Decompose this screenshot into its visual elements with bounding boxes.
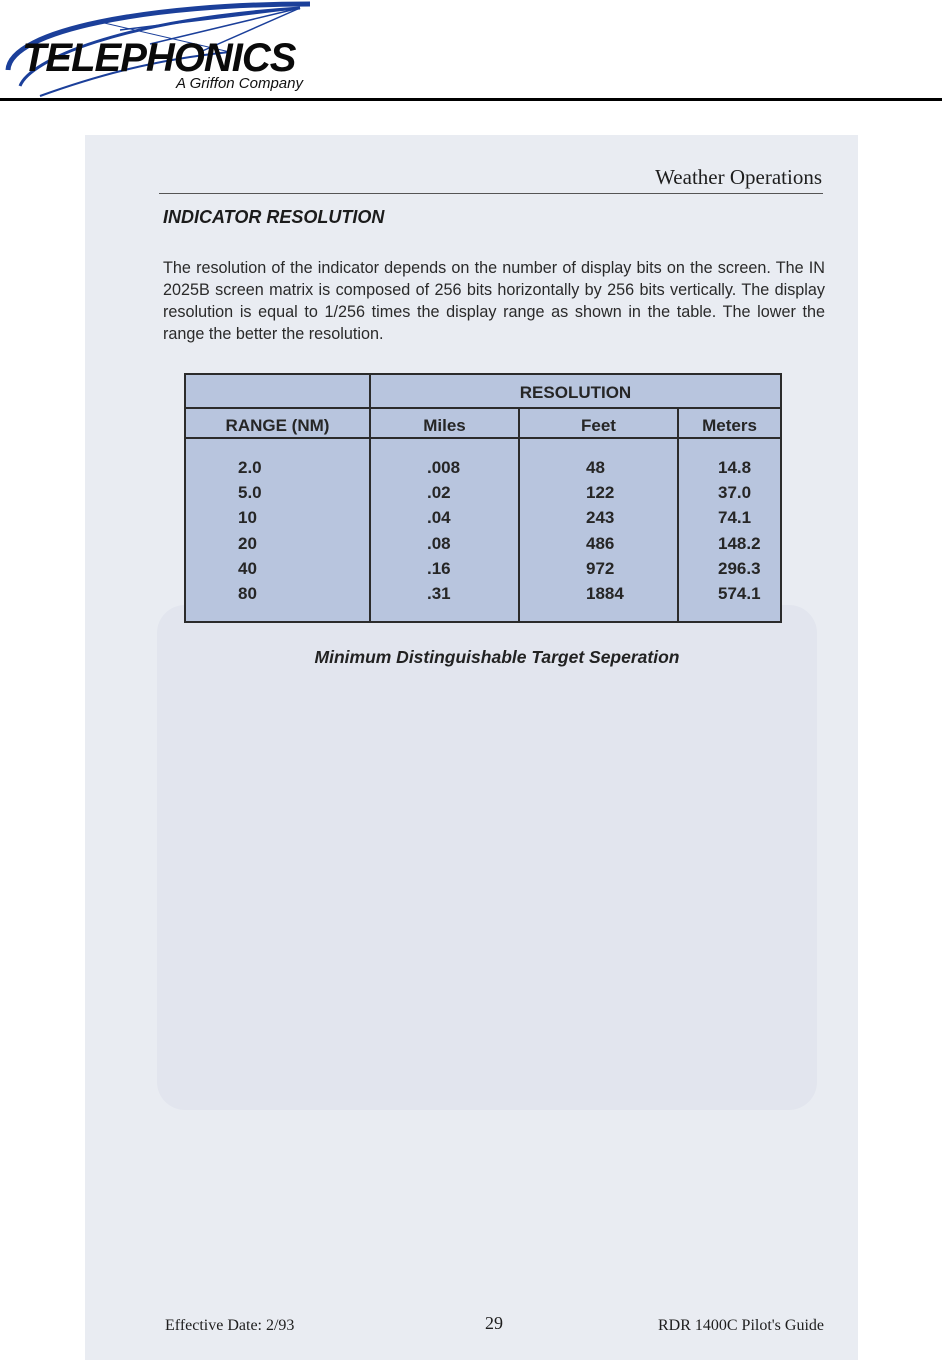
table-cell: 148.2	[718, 533, 761, 553]
meters-column	[718, 455, 761, 606]
footer-effective-date: Effective Date: 2/93	[165, 1317, 295, 1334]
table-cell: 296.3	[718, 558, 761, 578]
column-header-miles: Miles	[423, 416, 466, 435]
miles-column	[427, 455, 460, 606]
header-divider	[0, 98, 942, 101]
section-rule	[159, 193, 823, 194]
table-cell: .02	[427, 483, 451, 503]
table-caption: Minimum Distinguishable Target Seperation	[314, 647, 680, 667]
table-cell: .008	[427, 458, 461, 477]
table-cell: 40	[238, 558, 257, 578]
table-cell: .31	[427, 583, 451, 603]
column-header-feet: Feet	[581, 416, 616, 435]
logo-wordmark: TELEPHONICS	[22, 36, 296, 80]
range-column	[238, 455, 262, 606]
table-rule	[186, 407, 780, 409]
table-cell: 10	[238, 508, 257, 528]
feet-column	[586, 455, 624, 606]
footer-page-number: 29	[485, 1313, 503, 1333]
column-header-range: RANGE (NM)	[225, 416, 330, 435]
table-cell: 5.0	[238, 483, 262, 503]
table-cell: 122	[586, 483, 615, 503]
table-cell: 20	[238, 533, 257, 553]
table-cell: 14.8	[718, 458, 752, 477]
table-cell: 1884	[586, 583, 624, 603]
table-cell: 243	[586, 508, 615, 528]
logo-tagline: A Griffon Company	[176, 75, 303, 92]
table-cell: .04	[427, 508, 451, 528]
table-rule	[677, 407, 679, 621]
table-group-header: RESOLUTION	[519, 383, 632, 402]
table-rule	[186, 437, 780, 439]
scanned-page	[85, 135, 858, 1360]
table-cell: .16	[427, 558, 451, 578]
table-cell: 972	[586, 558, 615, 578]
column-header-meters: Meters	[702, 416, 757, 435]
table-rule	[518, 407, 520, 621]
section-header: Weather Operations	[655, 165, 822, 189]
table-cell: 74.1	[718, 508, 752, 528]
table-rule	[369, 375, 371, 621]
table-cell: 48	[586, 458, 605, 477]
page-title: INDICATOR RESOLUTION	[163, 207, 385, 227]
table-cell: 80	[238, 583, 257, 603]
table-cell: .08	[427, 533, 451, 553]
telephonics-logo	[0, 0, 380, 98]
page-shading	[157, 605, 817, 1110]
footer-guide-title: RDR 1400C Pilot's Guide	[657, 1317, 824, 1334]
table-cell: 486	[586, 533, 615, 553]
table-cell: 2.0	[238, 458, 262, 477]
table-cell: 37.0	[718, 483, 752, 503]
body-paragraph: The resolution of the indicator depends on the number of display bits on the screen. The IN 2025B screen matrix is composed of 256 bits horizontally by 256 bits vertically. The display resolution is equal to 1/256 times the display range as shown in the table. The lower the range the better the resolution.	[163, 259, 825, 343]
table-cell: 574.1	[718, 583, 761, 603]
resolution-table	[184, 373, 782, 623]
